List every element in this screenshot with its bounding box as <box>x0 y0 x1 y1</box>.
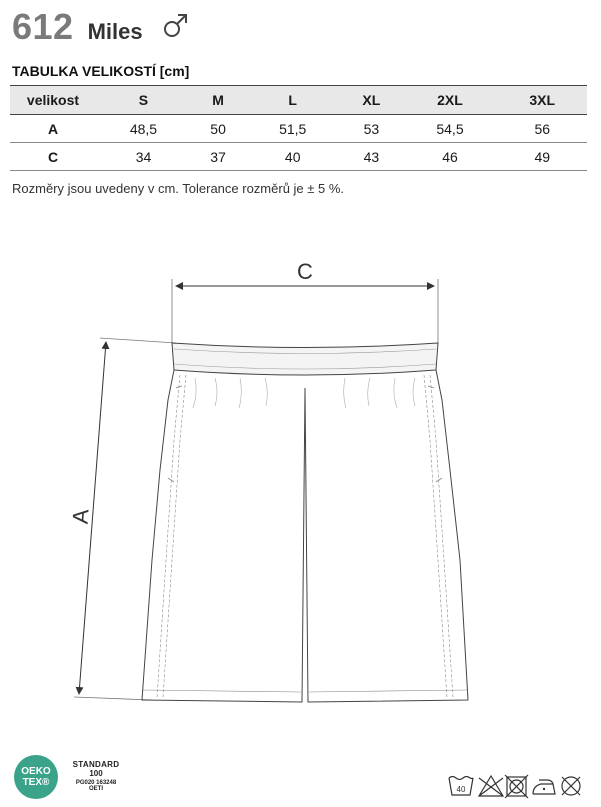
dimension-label-a: A <box>67 508 94 525</box>
table-cell: 50 <box>191 115 245 143</box>
row-label: A <box>10 115 96 143</box>
no-tumble-dry-icon <box>505 775 528 798</box>
product-name: Miles <box>87 19 143 44</box>
table-cell: 56 <box>497 115 587 143</box>
size-table-title: TABULKA VELIKOSTÍ [cm] <box>12 63 190 79</box>
row-label: C <box>10 143 96 171</box>
header-cell: M <box>191 86 245 115</box>
table-cell: 48,5 <box>96 115 191 143</box>
table-cell: 49 <box>497 143 587 171</box>
no-dry-clean-icon <box>562 777 580 795</box>
table-cell: 40 <box>245 143 340 171</box>
header-cell: L <box>245 86 340 115</box>
header-cell: S <box>96 86 191 115</box>
table-cell: 46 <box>403 143 498 171</box>
care-symbols <box>447 772 587 800</box>
table-cell: 51,5 <box>245 115 340 143</box>
table-cell: 53 <box>340 115 402 143</box>
oeko-badge-line2: TEX® <box>22 777 50 788</box>
oeko-standard-number: 100 <box>89 769 103 778</box>
dimension-label-c: C <box>297 259 313 284</box>
header-cell: 3XL <box>497 86 587 115</box>
oeko-tex-logo <box>14 755 58 799</box>
wash-40-icon <box>449 777 473 796</box>
iron-low-icon <box>533 780 555 794</box>
table-cell: 34 <box>96 143 191 171</box>
table-cell: 54,5 <box>403 115 498 143</box>
no-bleach-icon <box>479 776 503 796</box>
product-code: 612 <box>12 6 74 47</box>
dimension-a <box>68 338 176 700</box>
header-cell: velikost <box>10 86 96 115</box>
shorts-outline <box>142 343 468 702</box>
table-cell: 37 <box>191 143 245 171</box>
oeko-certificate-number: PG020 163248 <box>75 780 117 786</box>
tolerance-note: Rozměry jsou uvedeny v cm. Tolerance rozměrů je ± 5 %. <box>12 181 345 196</box>
header-cell: 2XL <box>403 86 498 115</box>
dimension-c <box>172 259 438 343</box>
wash-temperature: 40 <box>456 785 466 794</box>
table-cell: 43 <box>340 143 402 171</box>
header-cell: XL <box>340 86 402 115</box>
oeko-tex-info <box>66 760 126 792</box>
oeko-badge-line1: OEKO <box>21 766 51 777</box>
oeko-standard-label: STANDARD <box>72 760 120 769</box>
oeko-institute: OETI <box>88 786 103 792</box>
